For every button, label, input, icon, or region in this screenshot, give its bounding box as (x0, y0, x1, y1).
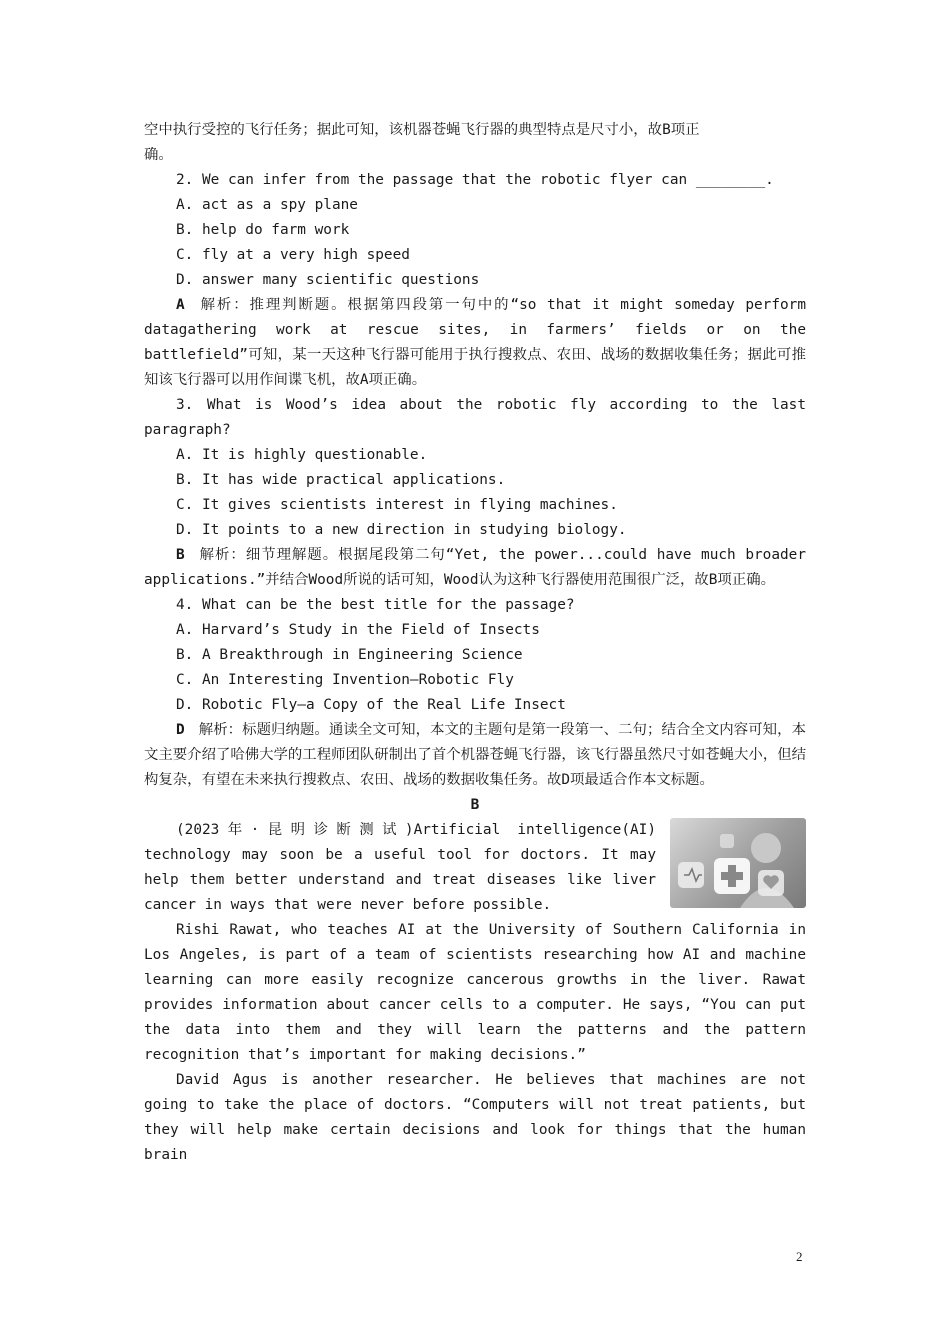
q3-option-b: B. It has wide practical applications. (176, 472, 506, 488)
q3-answer: B (176, 547, 185, 563)
q2-analysis (144, 293, 806, 393)
passage-b-paragraph-2: Rishi Rawat, who teaches AI at the University of Southern California in Los Angeles, is part of a team of scientists researching how AI and machine learning can more easily recognize cancerous growths in the liver. Rawat provides information about cancer cells to a computer. He says, “You can put the data into them and they will learn the patterns and the pattern recognition that’s important for making decisions.” (144, 922, 806, 1063)
doctor-medical-icons-illustration (670, 818, 806, 908)
q2-analysis-text: 解析：推理判断题。根据第四段第一句中的“so that it might someday perform datagathering work at rescue sites, in farmers’ fields or on the battlefield”可知，某一天这种飞行器可能用于执行搜救点、农田、战场的数据收集任务；据此可推知该飞行器可以用作间谍飞机，故A项正确。 (144, 297, 806, 388)
q4-analysis-text: 解析：标题归纳题。通读全文可知，本文的主题句是第一段第一、二句；结合全文内容可知，本文主要介绍了哈佛大学的工程师团队研制出了首个机器苍蝇飞行器，该飞行器虽然尺寸如苍蝇大小，但结构复杂，有望在未来执行搜救点、农田、战场的数据收集任务。故D项最适合作本文标题。 (144, 722, 806, 788)
intro-line-1: 空中执行受控的飞行任务；据此可知，该机器苍蝇飞行器的典型特点是尺寸小，故B项正 (144, 122, 700, 138)
q3-analysis (144, 543, 806, 593)
q4-option-b: B. A Breakthrough in Engineering Science (176, 647, 523, 663)
doctor-ai-image (670, 818, 806, 908)
page-number: 2 (796, 1249, 803, 1264)
page-content (144, 118, 806, 1168)
q3-stem: 3. What is Wood’s idea about the robotic fly according to the last paragraph? (144, 397, 806, 438)
q2-option-c: C. fly at a very high speed (176, 247, 410, 263)
q2-answer: A (176, 297, 185, 313)
q4-answer: D (176, 722, 185, 738)
passage-b-paragraph-3: David Agus is another researcher. He believes that machines are not going to take the place of doctors. “Computers will not treat patients, but they will help make certain decisions and look for things that the human brain (144, 1072, 806, 1163)
passage-b-paragraph-1: (2023年·昆明诊断测试)Artificial intelligence(AI) technology may soon be a useful tool for doctors. It may help them better understand and treat diseases like liver cancer in ways that were never before possible. (144, 822, 656, 913)
intro-line-2: 确。 (144, 147, 173, 163)
section-b-heading: B (470, 797, 480, 813)
q4-option-a: A. Harvard’s Study in the Field of Insects (176, 622, 540, 638)
q4-option-c: C. An Interesting Invention—Robotic Fly (176, 672, 514, 688)
q4-option-d: D. Robotic Fly—a Copy of the Real Life Insect (176, 697, 566, 713)
q2-stem: 2. We can infer from the passage that the robotic flyer can ________. (176, 172, 774, 188)
q3-option-a: A. It is highly questionable. (176, 447, 428, 463)
q3-option-c: C. It gives scientists interest in flying machines. (176, 497, 618, 513)
q2-option-b: B. help do farm work (176, 222, 350, 238)
q4-analysis (144, 718, 806, 793)
q4-stem: 4. What can be the best title for the passage? (176, 597, 575, 613)
q3-analysis-text: 解析：细节理解题。根据尾段第二句“Yet, the power...could have much broader applications.”并结合Wood所说的话可知，Wood认为这种飞行器使用范围很广泛，故B项正确。 (144, 547, 806, 588)
q3-option-d: D. It points to a new direction in studying biology. (176, 522, 627, 538)
q2-option-a: A. act as a spy plane (176, 197, 358, 213)
q2-option-d: D. answer many scientific questions (176, 272, 480, 288)
